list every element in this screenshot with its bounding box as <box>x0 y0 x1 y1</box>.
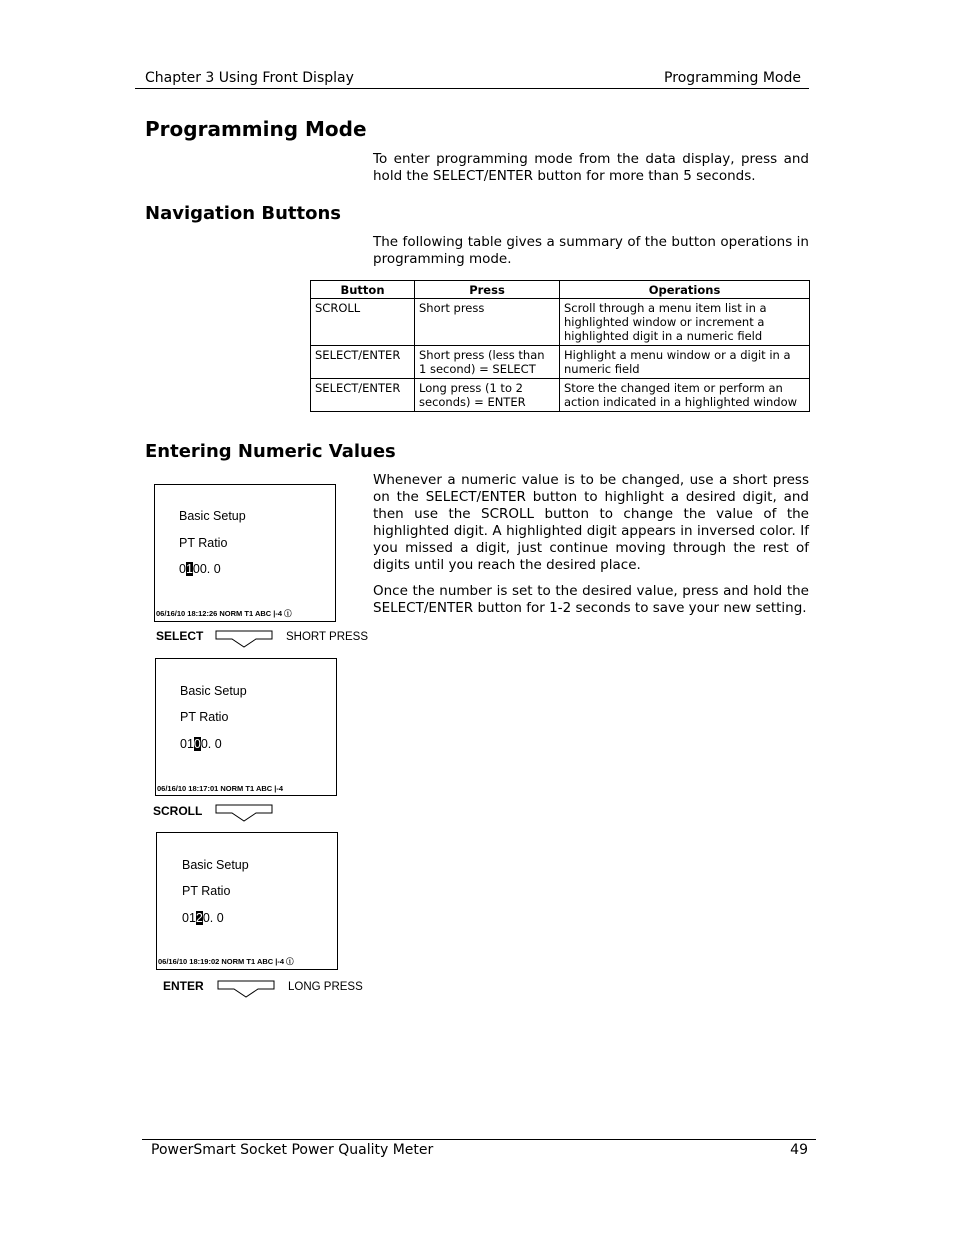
value-digits: 01 <box>180 737 194 751</box>
table-cell: Highlight a menu window or a digit in a numeric field <box>560 346 810 379</box>
nav-buttons-heading: Navigation Buttons <box>145 203 342 224</box>
section-title: Programming Mode <box>145 117 367 141</box>
numeric-paragraph-1: Whenever a numeric value is to be changed, use a short press on the SELECT/ENTER button to highlight a desired digit, and then use the SCROLL button to change the value of the highlighted digit. A highlighted digit appears in inversed color. If you missed a digit, just continue moving through the rest of digits until you reach the desired place. <box>373 472 809 573</box>
display-screen-3 <box>156 832 338 970</box>
intro-paragraph: To enter programming mode from the data display, press and hold the SELECT/ENTER button for more than 5 seconds. <box>373 151 809 184</box>
value-digits: 0 <box>179 562 186 576</box>
running-header-chapter: Chapter 3 Using Front Display <box>145 70 354 86</box>
numeric-paragraph-2: Once the number is set to the desired value, press and hold the SELECT/ENTER button for 1-2 seconds to save your new setting. <box>373 583 809 616</box>
table-cell: Long press (1 to 2 seconds) = ENTER <box>415 379 560 412</box>
scroll-button-label: SCROLL <box>153 804 203 818</box>
value-digits: 01 <box>182 911 196 925</box>
table-cell: SCROLL <box>311 299 415 346</box>
down-arrow-icon <box>214 629 276 649</box>
table-header-cell: Button <box>311 281 415 299</box>
screen-value <box>182 911 224 925</box>
screen-menu-title: Basic Setup <box>179 509 246 523</box>
table-cell: SELECT/ENTER <box>311 379 415 412</box>
screen-item-label: PT Ratio <box>180 710 229 724</box>
header-rule <box>135 88 809 89</box>
screen-status-bar: 06/16/10 18:12:26 NORM T1 ABC |-4 ⓘ <box>156 609 292 618</box>
down-arrow-icon <box>214 803 276 823</box>
select-button-label: SELECT <box>156 629 204 643</box>
table-cell: Short press (less than 1 second) = SELECT <box>415 346 560 379</box>
running-header-section: Programming Mode <box>664 70 801 86</box>
table-row <box>311 346 810 379</box>
screen-status-bar: 06/16/10 18:19:02 NORM T1 ABC |-4 ⓘ <box>158 957 294 966</box>
highlighted-digit: 2 <box>195 911 203 925</box>
highlighted-digit: 1 <box>185 562 193 576</box>
value-digits: 0. 0 <box>200 737 222 751</box>
screen-item-label: PT Ratio <box>182 884 231 898</box>
table-row <box>311 299 810 346</box>
table-header-cell: Operations <box>560 281 810 299</box>
numeric-values-heading: Entering Numeric Values <box>145 441 396 462</box>
screen-item-label: PT Ratio <box>179 536 228 550</box>
table-header-cell: Press <box>415 281 560 299</box>
screen-menu-title: Basic Setup <box>182 858 249 872</box>
value-digits: 00. 0 <box>192 562 221 576</box>
down-arrow-icon <box>216 979 278 999</box>
page-number: 49 <box>790 1142 808 1158</box>
screen-status-bar: 06/16/10 18:17:01 NORM T1 ABC |-4 <box>157 784 284 793</box>
table-cell: Short press <box>415 299 560 346</box>
button-operations-table <box>310 280 810 412</box>
long-press-label: LONG PRESS <box>288 981 363 993</box>
display-screen-2 <box>155 658 337 796</box>
table-cell: SELECT/ENTER <box>311 346 415 379</box>
short-press-label: SHORT PRESS <box>286 631 369 643</box>
table-row <box>311 379 810 412</box>
value-digits: 0. 0 <box>202 911 224 925</box>
table-header-row <box>311 281 810 299</box>
footer-product-name: PowerSmart Socket Power Quality Meter <box>151 1142 434 1158</box>
enter-button-label: ENTER <box>163 979 204 993</box>
screen-value <box>180 737 222 751</box>
highlighted-digit: 0 <box>193 737 201 751</box>
table-cell: Store the changed item or perform an action indicated in a highlighted window <box>560 379 810 412</box>
nav-buttons-paragraph: The following table gives a summary of the button operations in programming mode. <box>373 234 809 267</box>
screen-menu-title: Basic Setup <box>180 684 247 698</box>
table-cell: Scroll through a menu item list in a highlighted window or increment a highlighted digit in a numeric field <box>560 299 810 346</box>
display-screen-1 <box>154 484 336 622</box>
screen-value <box>179 562 221 576</box>
footer-rule <box>142 1139 816 1140</box>
